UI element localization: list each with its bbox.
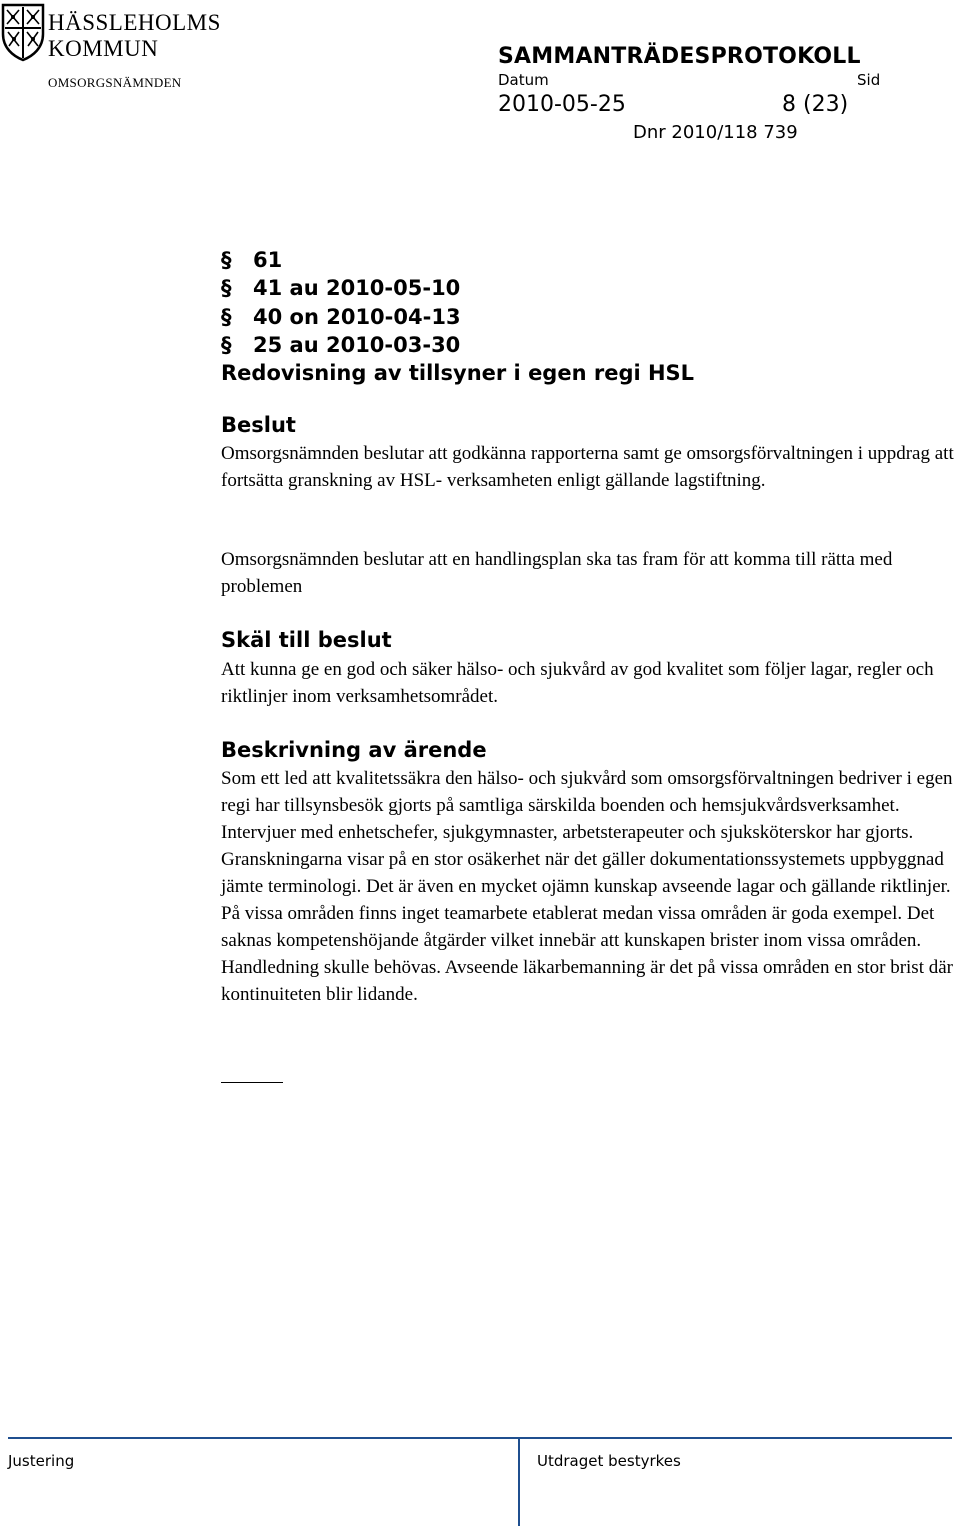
paragraph-ref-text: 40 on 2010-04-13 bbox=[253, 305, 461, 329]
paragraph-ref-text: 25 au 2010-03-30 bbox=[253, 333, 461, 357]
decision-text-2: Omsorgsnämnden beslutar att en handlingsplan ska tas fram för att komma till rätta med problemen bbox=[221, 549, 893, 597]
organization-name-line-1: HÄSSLEHOLMS bbox=[48, 10, 221, 35]
paragraph-ref bbox=[221, 278, 460, 299]
paragraph-ref bbox=[221, 250, 282, 271]
reason-heading: Skäl till beslut bbox=[221, 628, 392, 652]
description-text: Som ett led att kvalitetssäkra den hälso- och sjukvård som omsorgsförvaltningen bedriver i egen regi har tillsynsbesök gjorts på samtliga särskilda boenden och hemsjukvårdsverksamhet. Intervjuer med enhetschefer, sjukgymnaster, arbetsterapeuter och sjuksköterskor har gjorts. Granskningarna visar på en stor osäkerhet när det gäller dokumentationssystemets uppbyggnad jämte terminologi. Det är även en mycket ojämn kunskap avseende lagar och gällande riktlinjer. På vissa områden finns inget teamarbete etablerat medan vissa områden är goda exempel. Det saknas kompetenshöjande åtgärder vilket innebär att kunskapen brister inom vissa områden. Handledning skulle behövas. Avseende läkarbemanning är det på vissa områden en stor brist där kontinuiteten blir lidande. bbox=[221, 768, 953, 1005]
justering-label: Justering bbox=[8, 1452, 75, 1470]
paragraph-ref-text: 41 au 2010-05-10 bbox=[253, 276, 461, 300]
section-sign-icon: § bbox=[221, 305, 232, 329]
certified-extract-label: Utdraget bestyrkes bbox=[537, 1452, 681, 1470]
section-sign-icon: § bbox=[221, 248, 232, 272]
section-sign-icon: § bbox=[221, 276, 232, 300]
decision-text: Omsorgsnämnden beslutar att godkänna rapporterna samt ge omsorgsförvaltningen i uppdrag att fortsätta granskning av HSL- verksamheten enligt gällande lagstiftning. bbox=[221, 443, 954, 491]
reason-text: Att kunna ge en god och säker hälso- och sjukvård av god kvalitet som följer lagar, regler och riktlinjer inom verksamhetsområdet. bbox=[221, 659, 934, 707]
page-number: 8 (23) bbox=[782, 92, 849, 117]
meeting-date: 2010-05-25 bbox=[498, 92, 626, 117]
diary-number: Dnr 2010/118 739 bbox=[633, 122, 798, 143]
footer-divider bbox=[518, 1437, 520, 1526]
subject-title: Redovisning av tillsyner i egen regi HSL bbox=[221, 361, 695, 385]
decision-heading: Beslut bbox=[221, 413, 296, 437]
section-sign-icon: § bbox=[221, 333, 232, 357]
description-heading: Beskrivning av ärende bbox=[221, 738, 487, 762]
paragraph-ref bbox=[221, 335, 460, 356]
date-label: Datum bbox=[498, 71, 549, 89]
paragraph-ref-text: 61 bbox=[253, 248, 283, 272]
municipal-coat-of-arms-icon bbox=[0, 2, 46, 62]
footer-rule bbox=[8, 1437, 952, 1439]
end-of-section-line bbox=[221, 1082, 283, 1083]
page-label: Sid bbox=[857, 71, 881, 89]
paragraph-ref bbox=[221, 307, 461, 328]
document-type-title: SAMMANTRÄDESPROTOKOLL bbox=[498, 44, 861, 69]
organization-name-line-2: KOMMUN bbox=[48, 36, 159, 61]
committee-name: OMSORGSNÄMNDEN bbox=[48, 75, 182, 90]
